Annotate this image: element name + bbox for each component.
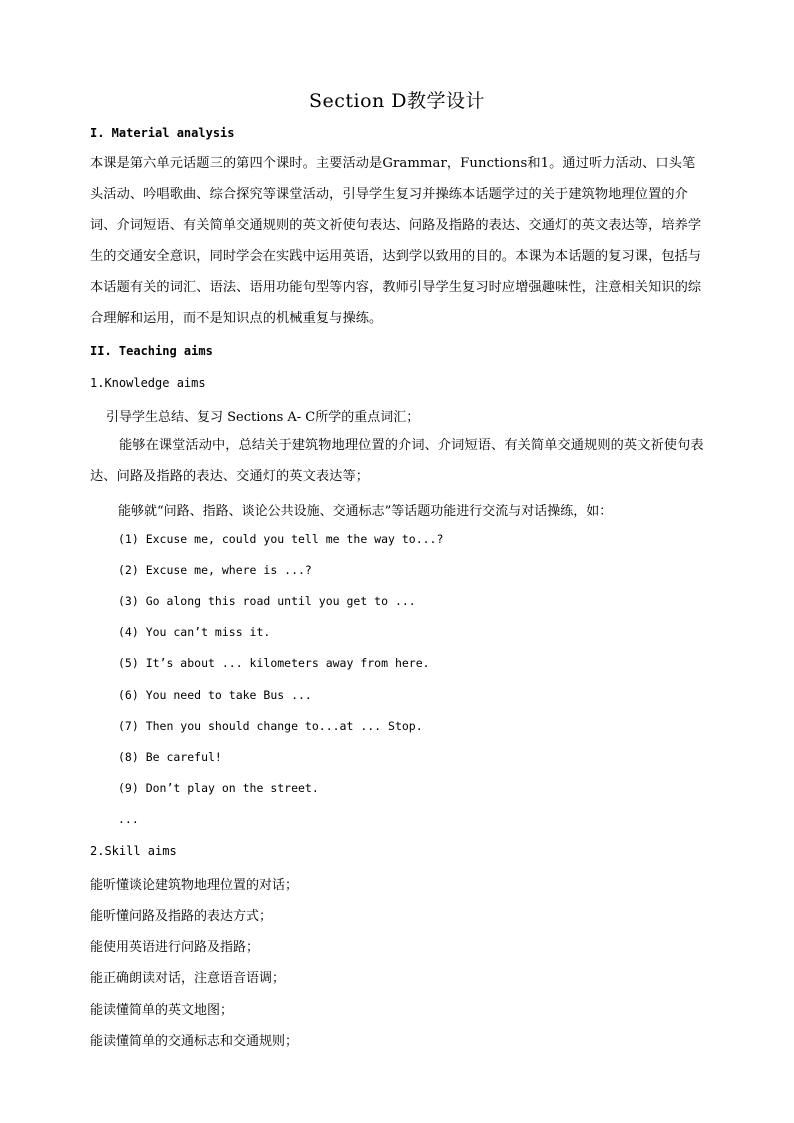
example-sentence-4: (4) You can’t miss it. — [118, 625, 271, 639]
knowledge-aim-1: 引导学生总结、复习 Sections A- C所学的重点词汇； — [106, 410, 420, 425]
example-sentence-1: (1) Excuse me, could you tell me the way to...? — [118, 532, 444, 546]
example-sentence-8: (8) Be careful! — [118, 750, 222, 764]
skill-aim-1: 能听懂谈论建筑物地理位置的对话； — [90, 878, 299, 893]
section-heading-teaching-aims: II. Teaching aims — [90, 344, 213, 358]
example-ellipsis: ... — [118, 812, 139, 826]
section-heading-material-analysis: I. Material analysis — [90, 126, 235, 140]
example-sentence-2: (2) Excuse me, where is ...? — [118, 563, 312, 577]
subheading-skill-aims: 2.Skill aims — [90, 844, 177, 858]
skill-aim-3: 能使用英语进行问路及指路； — [90, 940, 260, 955]
example-sentence-5: (5) It’s about ... kilometers away from here. — [118, 656, 430, 670]
example-sentence-9: (9) Don’t play on the street. — [118, 781, 319, 795]
skill-aim-5: 能读懂简单的英文地图； — [90, 1003, 234, 1018]
knowledge-aim-3: 能够就“问路、指路、谈论公共设施、交通标志”等话题功能进行交流与对话操练，如： — [118, 504, 613, 519]
subheading-knowledge-aims: 1.Knowledge aims — [90, 376, 206, 390]
knowledge-aim-2: 能够在课堂活动中，总结关于建筑物地理位置的介词、介词短语、有关简单交通规则的英文祈使句表达、问路及指路的表达、交通灯的英文表达等； — [90, 438, 704, 484]
example-sentence-3: (3) Go along this road until you get to ... — [118, 594, 416, 608]
material-analysis-paragraph: 本课是第六单元话题三的第四个课时。主要活动是Grammar，Functions和1。通过听力活动、口头笔头活动、吟唱歌曲、综合探究等课堂活动，引导学生复习并操练本话题学过的关于建筑物地理位置的介词、介词短语、有关简单交通规则的英文祈使句表达、问路及指路的表达、交通灯的英文表达等，培养学生的交通安全意识，同时学会在实践中运用英语，达到学以致用的目的。本课为本话题的复习课，包括与本话题有关的词汇、语法、语用功能句型等内容，教师引导学生复习时应增强趣味性，注意相关知识的综合理解和运用，而不是知识点的机械重复与操练。 — [90, 156, 702, 326]
document-title: Section D教学设计 — [308, 90, 486, 112]
skill-aim-4: 能正确朗读对话，注意语音语调； — [90, 971, 286, 986]
example-sentence-7: (7) Then you should change to...at ... Stop. — [118, 719, 423, 733]
skill-aim-2: 能听懂问路及指路的表达方式； — [90, 909, 273, 924]
example-sentence-6: (6) You need to take Bus ... — [118, 688, 312, 702]
skill-aim-6: 能读懂简单的交通标志和交通规则； — [90, 1034, 299, 1049]
